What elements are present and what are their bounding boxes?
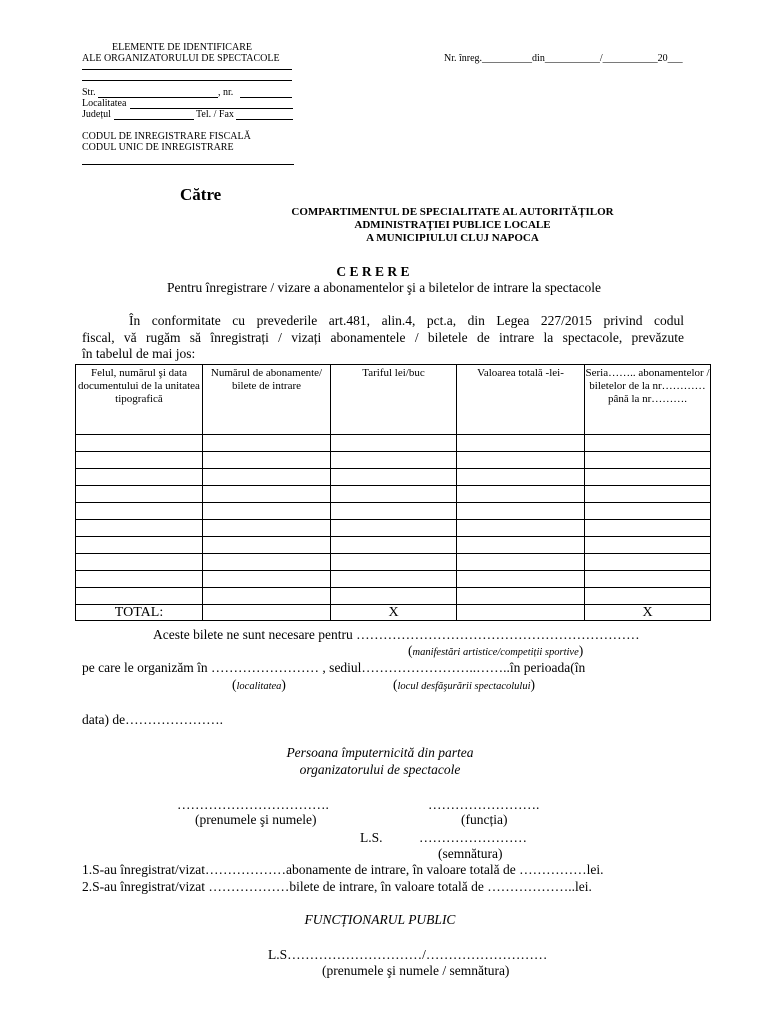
total-cell-series: X xyxy=(585,605,711,621)
cell-quantity[interactable] xyxy=(203,537,331,554)
representative-function-dots[interactable]: ……………………. xyxy=(428,797,540,812)
cell-document[interactable] xyxy=(76,435,203,452)
cell-tariff[interactable] xyxy=(331,520,457,537)
addressee-line1: COMPARTIMENTUL DE SPECIALITATE AL AUTORITĂȚILOR xyxy=(291,206,614,218)
cell-total-value[interactable] xyxy=(457,469,585,486)
addressee-line3: A MUNICIPIULUI CLUJ NAPOCA xyxy=(366,232,539,244)
table-row xyxy=(76,588,711,605)
cell-series[interactable] xyxy=(585,554,711,571)
representative-line1: Persoana împuternicită din partea xyxy=(286,745,474,760)
col-header-series: Seria…….. abonamentelor / biletelor de la nr………… până la nr………. xyxy=(585,365,711,435)
org-blank-line[interactable] xyxy=(82,69,292,70)
cell-quantity[interactable] xyxy=(203,588,331,605)
total-colon: : xyxy=(159,605,164,620)
representative-name-label: (prenumele şi numele) xyxy=(195,812,317,827)
cell-tariff[interactable] xyxy=(331,486,457,503)
col-header-quantity: Numărul de abonamente/ bilete de intrare xyxy=(203,365,331,435)
cell-tariff[interactable] xyxy=(331,469,457,486)
tickets-table xyxy=(75,364,711,621)
table-row xyxy=(76,520,711,537)
org-cif-label: CODUL DE INREGISTRARE FISCALĂ xyxy=(82,131,251,142)
org-judetul-label: Județul xyxy=(82,109,111,120)
cell-quantity[interactable] xyxy=(203,554,331,571)
cell-tariff[interactable] xyxy=(331,537,457,554)
request-paragraph-line1: În conformitate cu prevederile art.481, alin.4, pct.a, din Legea 227/2015 privind codul xyxy=(129,313,684,328)
cell-total-value[interactable] xyxy=(457,503,585,520)
col-header-total-value: Valoarea totală -lei- xyxy=(457,365,585,435)
cell-document[interactable] xyxy=(76,486,203,503)
org-tel-label: Tel. / Fax xyxy=(196,109,234,120)
org-blank-line[interactable] xyxy=(82,80,292,81)
request-paragraph-line3: în tabelul de mai jos: xyxy=(82,346,196,361)
cell-series[interactable] xyxy=(585,452,711,469)
registered-tickets-line[interactable]: 2.S-au înregistrat/vizat ………………bilete de intrare, în valoare totală de ………………..lei. xyxy=(82,879,592,894)
request-title: C E R E R E xyxy=(336,264,410,279)
representative-line2: organizatorului de spectacole xyxy=(299,762,461,777)
cell-tariff[interactable] xyxy=(331,571,457,588)
table-row xyxy=(76,554,711,571)
cell-total-value[interactable] xyxy=(457,486,585,503)
cell-total-value[interactable] xyxy=(457,452,585,469)
request-subtitle: Pentru înregistrare / vizare a abonamentelor şi a biletelor de intrare la spectacole xyxy=(166,280,602,295)
col-header-tariff: Tariful lei/buc xyxy=(331,365,457,435)
official-title: FUNCȚIONARUL PUBLIC xyxy=(304,912,456,927)
registered-subscriptions-line[interactable]: 1.S-au înregistrat/vizat………………abonamente de intrare, în valoare totală de ……………lei. xyxy=(82,862,604,877)
org-tel-field[interactable] xyxy=(236,119,293,120)
total-row xyxy=(76,605,711,621)
cell-document[interactable] xyxy=(76,469,203,486)
official-label: (prenumele şi numele / semnătura) xyxy=(322,963,510,978)
cell-series[interactable] xyxy=(585,469,711,486)
cell-tariff[interactable] xyxy=(331,452,457,469)
cell-total-value[interactable] xyxy=(457,537,585,554)
table-row xyxy=(76,452,711,469)
total-cell-quantity[interactable] xyxy=(203,605,331,621)
purpose-line2[interactable]: pe care le organizăm în …………………… , sediul……………………..……..în perioada(în xyxy=(82,660,586,675)
cell-series[interactable] xyxy=(585,571,711,588)
table-row xyxy=(76,537,711,554)
representative-signature-dots[interactable]: …………………… xyxy=(419,830,527,845)
cell-tariff[interactable] xyxy=(331,435,457,452)
cell-document[interactable] xyxy=(76,452,203,469)
cell-total-value[interactable] xyxy=(457,435,585,452)
cell-quantity[interactable] xyxy=(203,435,331,452)
table-row xyxy=(76,503,711,520)
cell-quantity[interactable] xyxy=(203,452,331,469)
cell-total-value[interactable] xyxy=(457,554,585,571)
org-title-line2: ALE ORGANIZATORULUI DE SPECTACOLE xyxy=(82,53,280,64)
purpose-hint-localitate: (localitatea) xyxy=(232,677,286,692)
cell-series[interactable] xyxy=(585,520,711,537)
table-row xyxy=(76,435,711,452)
cell-quantity[interactable] xyxy=(203,503,331,520)
cell-tariff[interactable] xyxy=(331,503,457,520)
org-nr-field[interactable] xyxy=(240,97,292,98)
official-ls-line[interactable]: L.S…………………………/……………………… xyxy=(268,947,548,962)
purpose-hint-loc-text: locul desfăşurării spectacolului xyxy=(397,681,531,692)
cell-tariff[interactable] xyxy=(331,588,457,605)
table-row xyxy=(76,469,711,486)
registration-number[interactable]: Nr. înreg.__________din___________/___________20___ xyxy=(444,53,683,64)
cell-total-value[interactable] xyxy=(457,571,585,588)
representative-name-dots[interactable]: ……………………………. xyxy=(177,797,329,812)
org-cui-label: CODUL UNIC DE INREGISTRARE xyxy=(82,142,234,153)
col-header-document: Felul, numărul şi data documentului de la unitatea tipografică xyxy=(76,365,203,435)
representative-function-label: (funcția) xyxy=(461,812,508,827)
purpose-hint1: (manifestări artistice/competiții sportive) xyxy=(408,643,584,658)
total-label: TOTAL xyxy=(114,605,160,620)
org-judetul-field[interactable] xyxy=(114,119,194,120)
cell-quantity[interactable] xyxy=(203,469,331,486)
table-row xyxy=(76,486,711,503)
org-str-label: Str. xyxy=(82,87,96,98)
total-label-cell xyxy=(76,605,203,621)
org-cui-field[interactable] xyxy=(82,164,294,165)
cell-document[interactable] xyxy=(76,503,203,520)
cell-document[interactable] xyxy=(76,588,203,605)
representative-signature-label: (semnătura) xyxy=(438,846,503,861)
purpose-line1[interactable]: Aceste bilete ne sunt necesare pentru ……………………………………………………… xyxy=(153,627,640,642)
cell-series[interactable] xyxy=(585,503,711,520)
total-cell-tariff: X xyxy=(331,605,457,621)
request-paragraph-line2: fiscal, vă rugăm să înregistrați / vizați abonamentele / biletele de intrare la spectacole, prevăzute xyxy=(82,330,684,345)
org-nr-label: , nr. xyxy=(218,87,234,98)
cell-document[interactable] xyxy=(76,554,203,571)
cell-series[interactable] xyxy=(585,486,711,503)
cell-quantity[interactable] xyxy=(203,571,331,588)
addressee-catre: Către xyxy=(180,185,222,204)
purpose-hint-localitate-text: localitatea xyxy=(236,681,282,692)
cell-series[interactable] xyxy=(585,537,711,554)
org-title-line1: ELEMENTE DE IDENTIFICARE xyxy=(112,42,252,53)
cell-document[interactable] xyxy=(76,520,203,537)
cell-quantity[interactable] xyxy=(203,486,331,503)
purpose-line3[interactable]: data) de…………………. xyxy=(82,712,223,727)
purpose-hint1-text: manifestări artistice/competiții sportive xyxy=(412,647,579,658)
purpose-hint-loc: (locul desfăşurării spectacolului) xyxy=(393,677,535,692)
representative-ls: L.S. xyxy=(360,830,383,845)
addressee-line2: ADMINISTRAȚIEI PUBLICE LOCALE xyxy=(354,219,551,231)
table-row xyxy=(76,571,711,588)
org-localitatea-label: Localitatea xyxy=(82,98,127,109)
cell-series[interactable] xyxy=(585,588,711,605)
cell-document[interactable] xyxy=(76,537,203,554)
total-cell-value[interactable] xyxy=(457,605,585,621)
cell-quantity[interactable] xyxy=(203,520,331,537)
cell-series[interactable] xyxy=(585,435,711,452)
cell-document[interactable] xyxy=(76,571,203,588)
cell-total-value[interactable] xyxy=(457,588,585,605)
cell-tariff[interactable] xyxy=(331,554,457,571)
cell-total-value[interactable] xyxy=(457,520,585,537)
